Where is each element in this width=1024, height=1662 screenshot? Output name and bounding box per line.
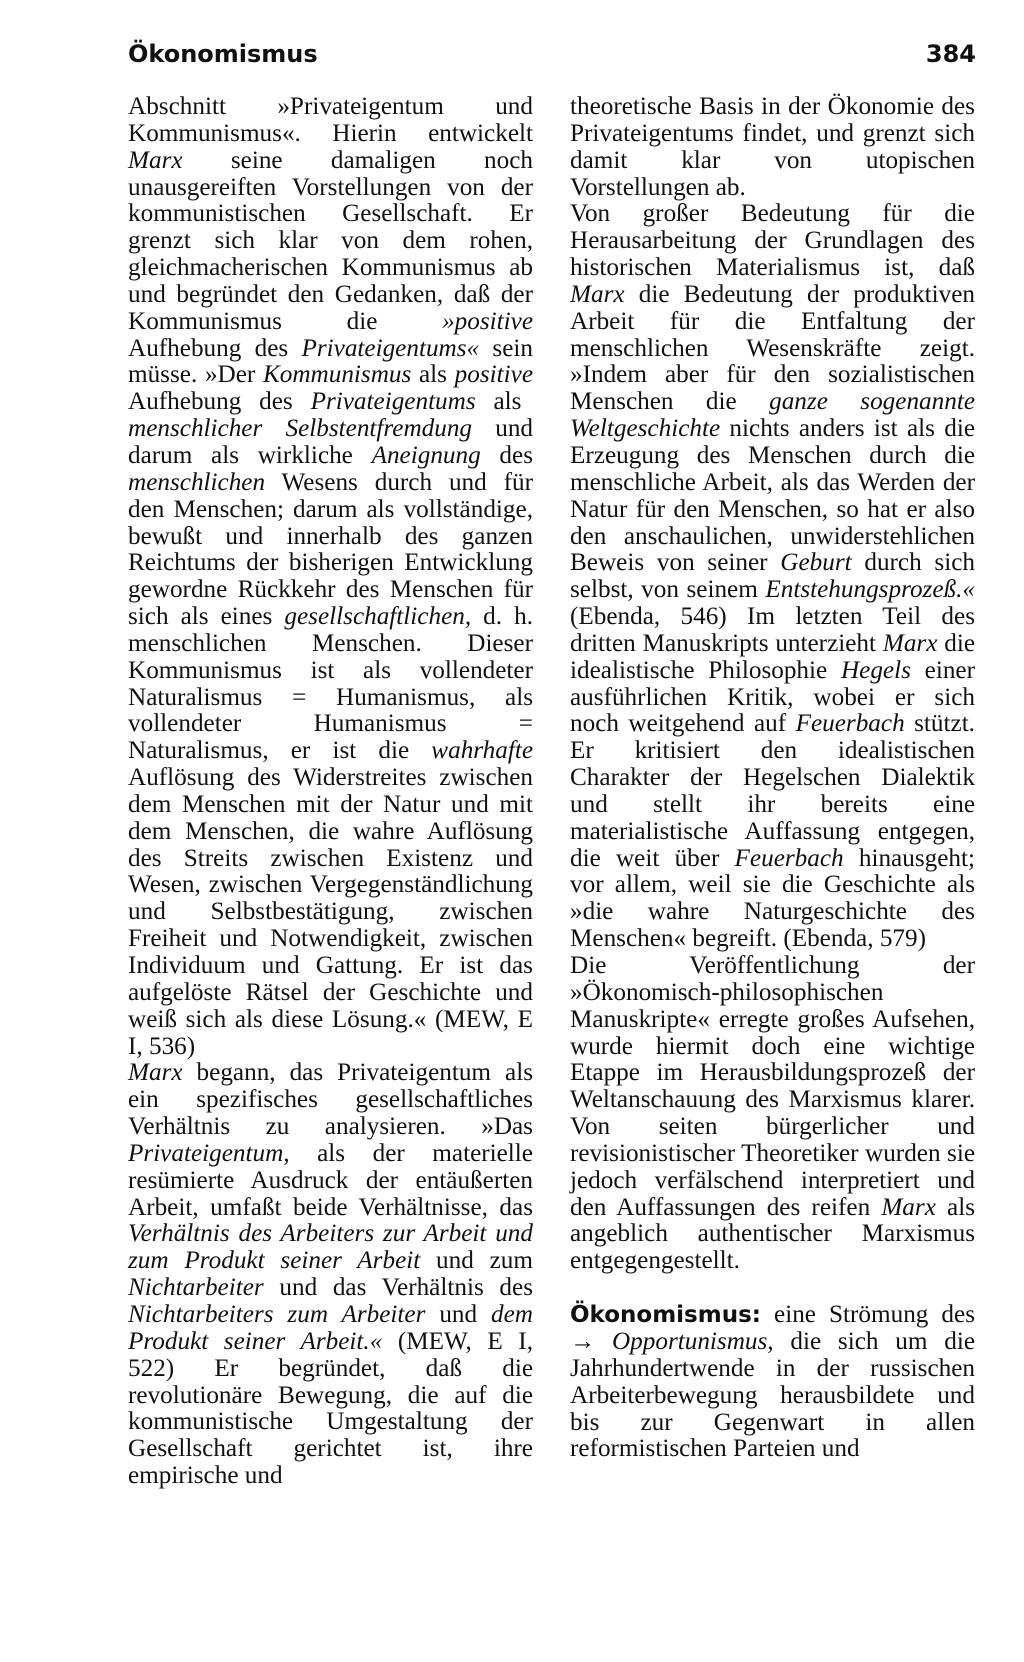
italic-text: Aneignung	[371, 441, 481, 469]
right-column	[570, 94, 975, 1463]
text-run: als angeblich authentischer Marxismus entgegengestellt.	[570, 1193, 976, 1275]
italic-text: Feuerbach	[795, 710, 905, 738]
italic-text: menschlichen	[128, 468, 266, 496]
italic-text: Verhältnis des Arbeiters zur Arbeit und zum Produkt seiner Arbeit	[128, 1220, 533, 1275]
text-run: (MEW, E I, 522) Er begründet, daß die revolutionäre Bewegung, die auf die kommunistische Umgestaltung der Gesellschaft gerichtet ist, ihre empirische und	[128, 1327, 533, 1490]
text-run: stützt. Er kritisiert den idealistischen Charakter der Hegelschen Dialektik und stellt ihr bereits eine materialistische Auffassung entgegen, die weit über	[570, 710, 975, 872]
text-run: Die Veröffentlichung der »Ökonomisch-philosophischen Manuskripte« erregte großes Aufsehen, wurde hiermit doch eine wichtige Etappe im Herausbildungsprozeß der Weltanschauung des Marxismus klarer. Von seiten bürgerlicher und revisionistischer Theoretiker wurden sie jedoch verfälschend interpretiert und den Auffassungen des reifen	[570, 952, 975, 1221]
text-run: als	[411, 361, 455, 389]
text-run: Wesens durch und für den Menschen; darum als vollständige, bewußt und innerhalb des ganzen Reichtums der bisherigen Entwicklung gewordne Rückkehr des Menschen für sich als eines	[128, 468, 533, 631]
text-run: des	[480, 441, 534, 469]
italic-text: wahrhafte	[431, 737, 533, 765]
paragraph	[570, 94, 975, 201]
italic-text: Entstehungsprozeß.«	[765, 576, 975, 604]
text-run: einer ausführlichen Kritik, wobei er sich noch weitgehend auf	[570, 656, 975, 738]
paragraph	[128, 1060, 533, 1490]
italic-text: positive	[454, 361, 533, 389]
italic-text: Nichtarbeiters zum Arbeiter	[128, 1300, 426, 1328]
text-run: die sich um die Jahrhundertwende in der russischen Arbeiterbewegung herausbildete und bis zur Gegenwart in allen reformistischen Parteien und	[570, 1327, 975, 1463]
text-run: d. h. menschlichen Menschen. Dieser Kommunismus ist als vollendeter Naturalismus = Humanismus, als vollendeter Humanismus = Naturalismus, er ist die	[128, 603, 533, 765]
entry-lemma: Ökonomismus:	[570, 1302, 761, 1329]
paragraph	[570, 953, 975, 1275]
italic-text: Feuerbach	[734, 844, 844, 872]
text-run: und	[425, 1300, 492, 1328]
italic-text: Marx	[128, 1059, 183, 1087]
text-run: als	[475, 388, 522, 416]
text-run: die idealistische Philosophie	[570, 629, 975, 684]
italic-text: »positive	[442, 307, 533, 335]
italic-text: dem Produkt seiner Arbeit.«	[128, 1300, 533, 1355]
italic-text: Privateigentums«	[301, 334, 480, 362]
dictionary-entry	[570, 1302, 975, 1463]
paragraph	[570, 201, 975, 953]
italic-text: gesellschaftlichen,	[284, 603, 472, 631]
italic-text: Hegels	[840, 656, 911, 684]
italic-text: Kommunismus	[262, 361, 412, 389]
text-run: seine damaligen noch unausgereiften Vorstellungen von der kommunistischen Gesellschaft. Er grenzt sich klar von dem rohen, gleichmacherischen Kommunismus ab und begründet den Gedanken, daß der Kommunismus die	[128, 146, 533, 335]
italic-text: ganze sogenannte Weltgeschichte	[570, 388, 975, 443]
text-run: theoretische Basis in der Ökonomie des Privateigentums findet, und grenzt sich damit klar von utopischen Vorstellungen ab.	[570, 93, 975, 201]
italic-text: Marx	[128, 146, 183, 174]
paragraph	[128, 94, 533, 1060]
text-run: und das Verhältnis des	[263, 1274, 533, 1302]
page-number: 384	[925, 40, 976, 68]
page-header	[128, 40, 976, 80]
left-column	[128, 94, 533, 1490]
italic-text: Marx	[570, 280, 625, 308]
text-run: hinausgeht; vor allem, weil sie die Geschichte als »die wahre Naturgeschichte des Menschen« begreift. (Ebenda, 579)	[570, 844, 975, 953]
italic-text: Nichtarbeiter	[128, 1274, 264, 1302]
text-run: und zum	[420, 1247, 533, 1275]
text-run: sein müsse. »Der	[128, 334, 533, 389]
text-run: eine Strömung des →	[570, 1301, 975, 1355]
italic-text: Marx	[881, 1193, 936, 1221]
text-run: Auflösung des Widerstreites zwischen dem Menschen mit der Natur und mit dem Menschen, die wahre Auflösung des Streits zwischen Existenz und Wesen, zwischen Vergegenständlichung und Selbstbestätigung, zwischen Freiheit und Notwendigkeit, zwischen Individuum und Gattung. Er ist das aufgelöste Rätsel der Geschichte und weiß sich als diese Lösung.« (MEW, E I, 536)	[128, 764, 533, 1060]
text-run: die Bedeutung der produktiven Arbeit für die Entfaltung der menschlichen Wesenskräfte zeigt. »Indem aber für den sozialistischen Menschen die	[570, 280, 975, 416]
text-run: durch sich selbst, von seinem	[570, 549, 976, 604]
text-run: und darum als wirkliche	[128, 415, 533, 469]
italic-text: Marx	[882, 629, 938, 657]
italic-text: Privateigentums	[310, 388, 476, 416]
text-run: (Ebenda, 546) Im letzten Teil des dritten Manuskripts unterzieht	[570, 603, 975, 657]
text-run: Abschnitt »Privateigentum und Kommunismus«. Hierin entwickelt	[128, 93, 533, 147]
text-run: begann, das Privateigentum als ein spezifisches gesellschaftliches Verhältnis zu analysieren. »Das	[128, 1059, 533, 1141]
italic-text: Privateigentum,	[128, 1139, 290, 1167]
text-run: nichts anders ist als die Erzeugung des Menschen durch die menschliche Arbeit, als das Werden der Natur für den Menschen, so hat er also den anschaulichen, unwiderstehlichen Beweis von seiner	[570, 415, 975, 577]
text-run: Aufhebung des	[128, 334, 302, 362]
italic-text: Opportunismus,	[611, 1327, 774, 1355]
italic-text: Geburt	[780, 549, 852, 577]
text-run: als der materielle resümierte Ausdruck der entäußerten Arbeit, umfaßt beide Verhältnisse, das	[128, 1139, 533, 1221]
italic-text: menschlicher Selbstentfremdung	[128, 415, 473, 443]
text-run: Von großer Bedeutung für die Herausarbeitung der Grundlagen des historischen Materialismus ist, daß	[570, 200, 975, 282]
running-head-keyword: Ökonomismus	[128, 40, 318, 68]
text-run: Aufhebung des	[128, 388, 311, 416]
